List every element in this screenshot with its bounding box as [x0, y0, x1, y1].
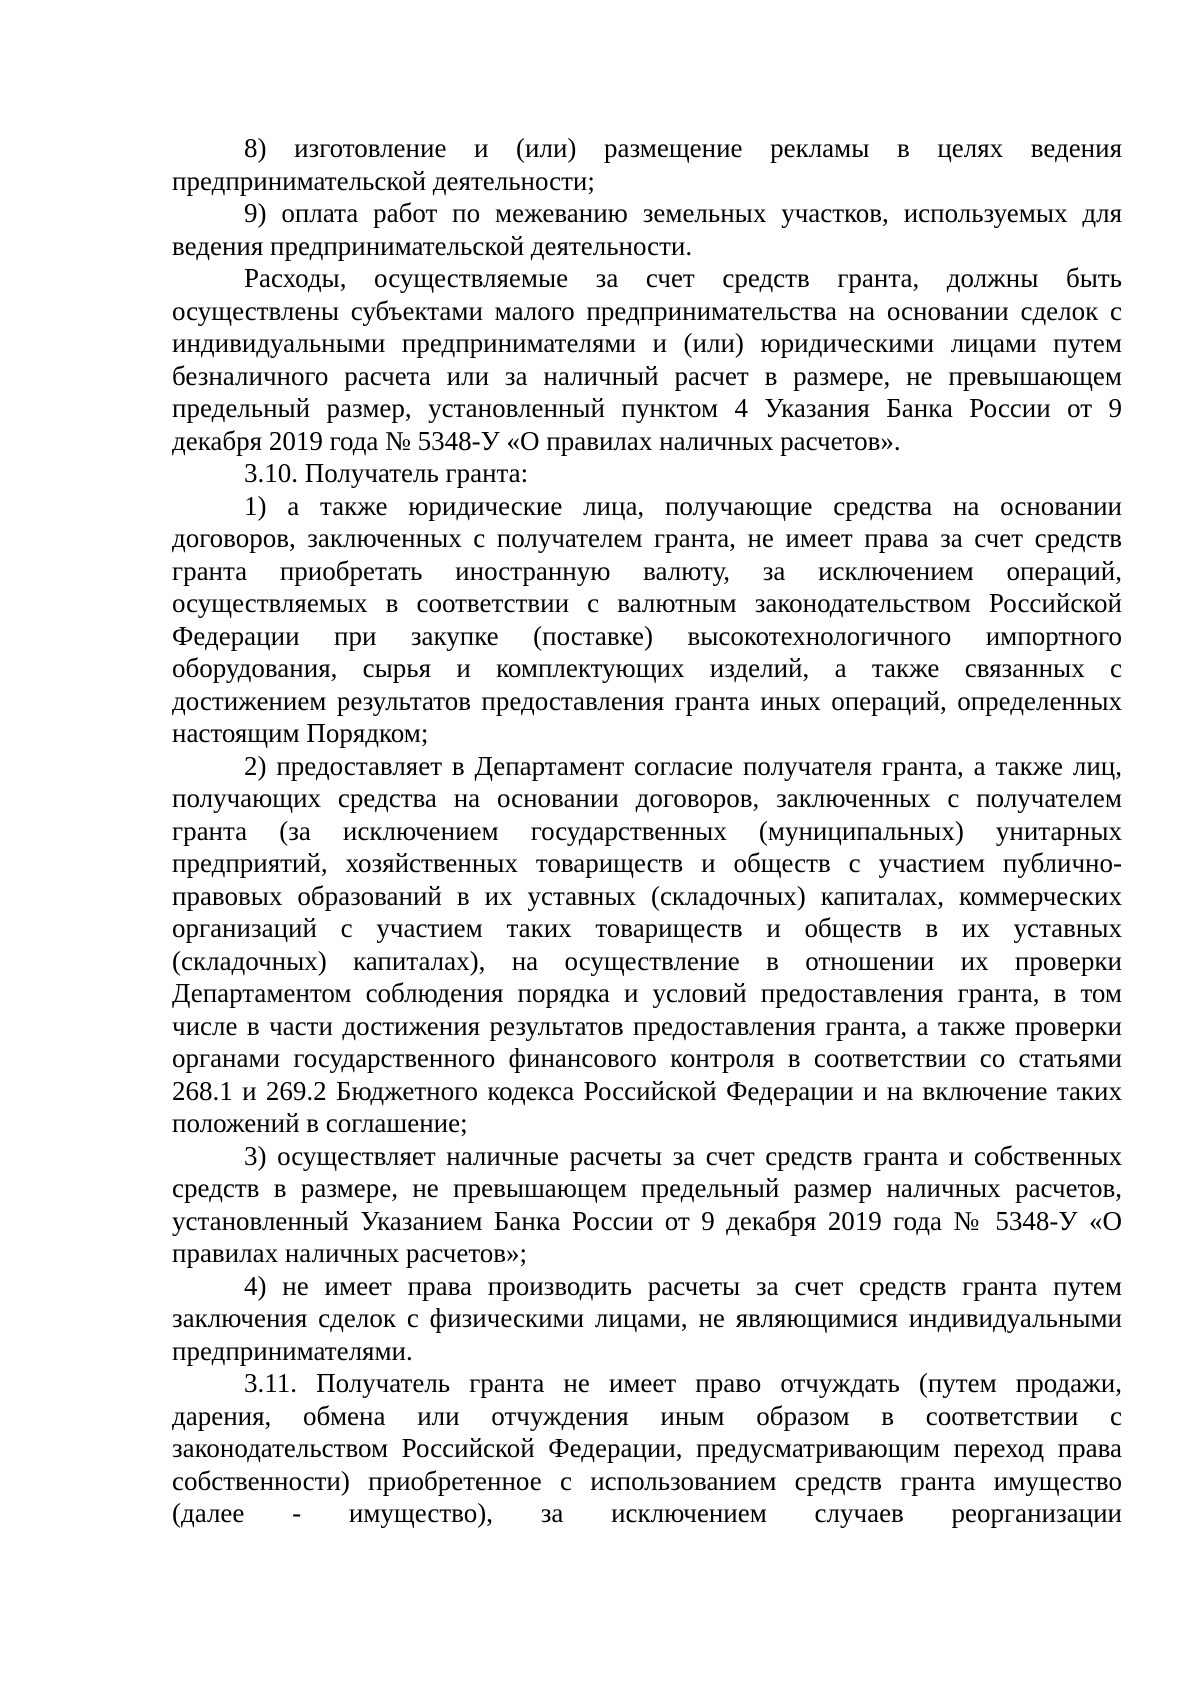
paragraph-3-10-item-3: 3) осуществляет наличные расчеты за счет средств гранта и собственных средств в размере, не превышающем предельный размер наличных расчетов, установленный Указанием Банка России от 9 декабря 2019 года № 5348-У «О правилах наличных расчетов»;: [172, 1140, 1122, 1268]
section-heading-3-10: 3.10. Получатель гранта:: [244, 458, 529, 488]
document-page: [172, 132, 1122, 1530]
paragraph-3-11: 3.11. Получатель гранта не имеет право отчуждать (путем продажи, дарения, обмена или отчуждения иным образом в соответствии с законодательством Российской Федерации, предусматривающим переход права собственности) приобретенное с использованием средств гранта имущество (далее - имущество), за исключением случаев реорганизации: [172, 1368, 1122, 1528]
paragraph-item-9: 9) оплата работ по межеванию земельных участков, используемых для ведения предпринимательской деятельности.: [172, 198, 1122, 261]
paragraph-3-10-item-2: 2) предоставляет в Департамент согласие получателя гранта, а также лиц, получающих средства на основании договоров, заключенных с получателем гранта (за исключением государственных (муниципальных) унитарных предприятий, хозяйственных товариществ и обществ с участием публично-правовых образований в их уставных (складочных) капиталах, коммерческих организаций с участием таких товариществ и обществ в их уставных (складочных) капиталах), на осуществление в отношении их проверки Департаментом соблюдения порядка и условий предоставления гранта, в том числе в части достижения результатов предоставления гранта, а также проверки органами государственного финансового контроля в соответствии со статьями 268.1 и 269.2 Бюджетного кодекса Российской Федерации и на включение таких положений в соглашение;: [172, 750, 1122, 1138]
paragraph-3-10-item-4: 4) не имеет права производить расчеты за счет средств гранта путем заключения сделок с физическими лицами, не являющимися индивидуальными предпринимателями.: [172, 1270, 1122, 1366]
paragraph-item-8: 8) изготовление и (или) размещение рекламы в целях ведения предпринимательской деятельности;: [172, 133, 1122, 196]
paragraph-3-10-item-1: 1) а также юридические лица, получающие средства на основании договоров, заключенных с получателем гранта, не имеет права за счет средств гранта приобретать иностранную валюту, за исключением операций, осуществляемых в соответствии с валютным законодательством Российской Федерации при закупке (поставке) высокотехнологичного импортного оборудования, сырья и комплектующих изделий, а также связанных с достижением результатов предоставления гранта иных операций, определенных настоящим Порядком;: [172, 490, 1122, 748]
paragraph-expenses: Расходы, осуществляемые за счет средств гранта, должны быть осуществлены субъектами малого предпринимательства на основании сделок с индивидуальными предпринимателями и (или) юридическими лицами путем безналичного расчета или за наличный расчет в размере, не превышающем предельный размер, установленный пунктом 4 Указания Банка России от 9 декабря 2019 года № 5348-У «О правилах наличных расчетов».: [172, 263, 1122, 456]
